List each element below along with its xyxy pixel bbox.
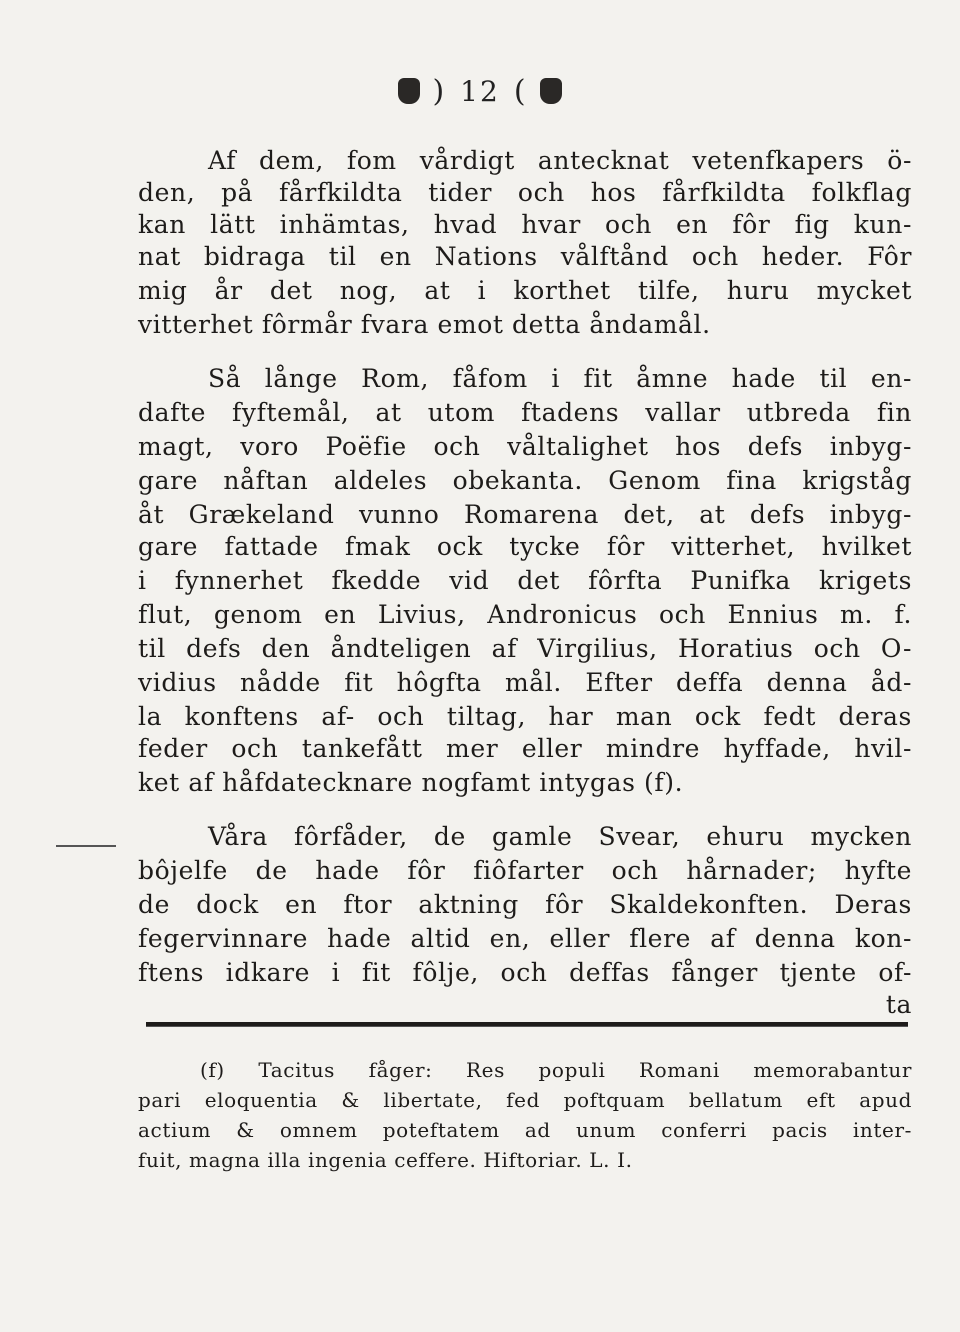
text-line: bôjelfe de hade fôr fiôfarter och hårnader; hyfte bbox=[138, 856, 912, 885]
margin-mark bbox=[56, 845, 116, 847]
text-line: til defs den åndteligen af Virgilius, Horatius och O- bbox=[138, 634, 912, 663]
text-line: nat bidraga til en Nations vålftånd och heder. Fôr bbox=[138, 242, 912, 271]
footnote-line: pari eloquentia & libertate, fed poftquam bellatum eft apud bbox=[138, 1088, 912, 1112]
text-line: mig år det nog, at i korthet tilfe, huru mycket bbox=[138, 276, 912, 305]
text-line: vitterhet fôrmår fvara emot detta åndamål. bbox=[138, 310, 711, 339]
text-line: flut, genom en Livius, Andronicus och Ennius m. f. bbox=[138, 600, 912, 629]
text-line: den, på fårfkildta tider och hos fårfkildta folkflag bbox=[138, 178, 912, 207]
page-header bbox=[0, 72, 960, 109]
footnote-line: (f) Tacitus fåger: Res populi Romani memorabantur bbox=[200, 1058, 912, 1082]
text-line: magt, voro Poëfie och våltalighet hos defs inbyg- bbox=[138, 432, 912, 461]
text-line: Våra fôrfåder, de gamle Svear, ehuru mycken bbox=[208, 822, 912, 851]
text-line: de dock en ftor aktning fôr Skaldekonften. Deras bbox=[138, 890, 912, 919]
text-line: la konftens af- och tiltag, har man ock fedt deras bbox=[138, 702, 912, 731]
ornament-icon bbox=[540, 78, 562, 104]
footnote-divider bbox=[146, 1022, 908, 1027]
footnote-line: actium & omnem poteftatem ad unum conferri pacis inter- bbox=[138, 1118, 912, 1142]
ornament-icon bbox=[398, 78, 420, 104]
catchword: ta bbox=[885, 990, 912, 1019]
text-line: vidius nådde fit hôgfta mål. Efter deffa denna åd- bbox=[138, 668, 912, 697]
text-line: dafte fyftemål, at utom ftadens vallar utbreda fin bbox=[138, 398, 912, 427]
text-line: i fynnerhet fkedde vid det fôrfta Punifka krigets bbox=[138, 566, 912, 595]
text-line: gare nåftan aldeles obekanta. Genom fina krigståg bbox=[138, 466, 912, 495]
header-right-paren: ( bbox=[513, 73, 528, 109]
text-line: Af dem, fom vårdigt antecknat vetenfkapers ö- bbox=[208, 146, 912, 175]
text-line: fegervinnare hade altid en, eller flere af denna kon- bbox=[138, 924, 912, 953]
text-line: kan lätt inhämtas, hvad hvar och en fôr fig kun- bbox=[138, 210, 912, 239]
text-line: Så långe Rom, fåfom i fit åmne hade til en- bbox=[208, 364, 912, 393]
page-number: 12 bbox=[460, 74, 500, 108]
text-line: åt Grækeland vunno Romarena det, at defs inbyg- bbox=[138, 500, 912, 529]
text-line: ket af håfdatecknare nogfamt intygas (f). bbox=[138, 768, 684, 797]
header-left-paren: ) bbox=[432, 73, 447, 109]
text-line: feder och tankefått mer eller mindre hyffade, hvil- bbox=[138, 734, 912, 763]
text-line: ftens idkare i fit fôlje, och deffas fånger tjente of- bbox=[138, 958, 912, 987]
footnote-line: fuit, magna illa ingenia ceffere. Hiftoriar. L. I. bbox=[138, 1148, 633, 1172]
text-line: gare fattade fmak ock tycke fôr vitterhet, hvilket bbox=[138, 532, 912, 561]
